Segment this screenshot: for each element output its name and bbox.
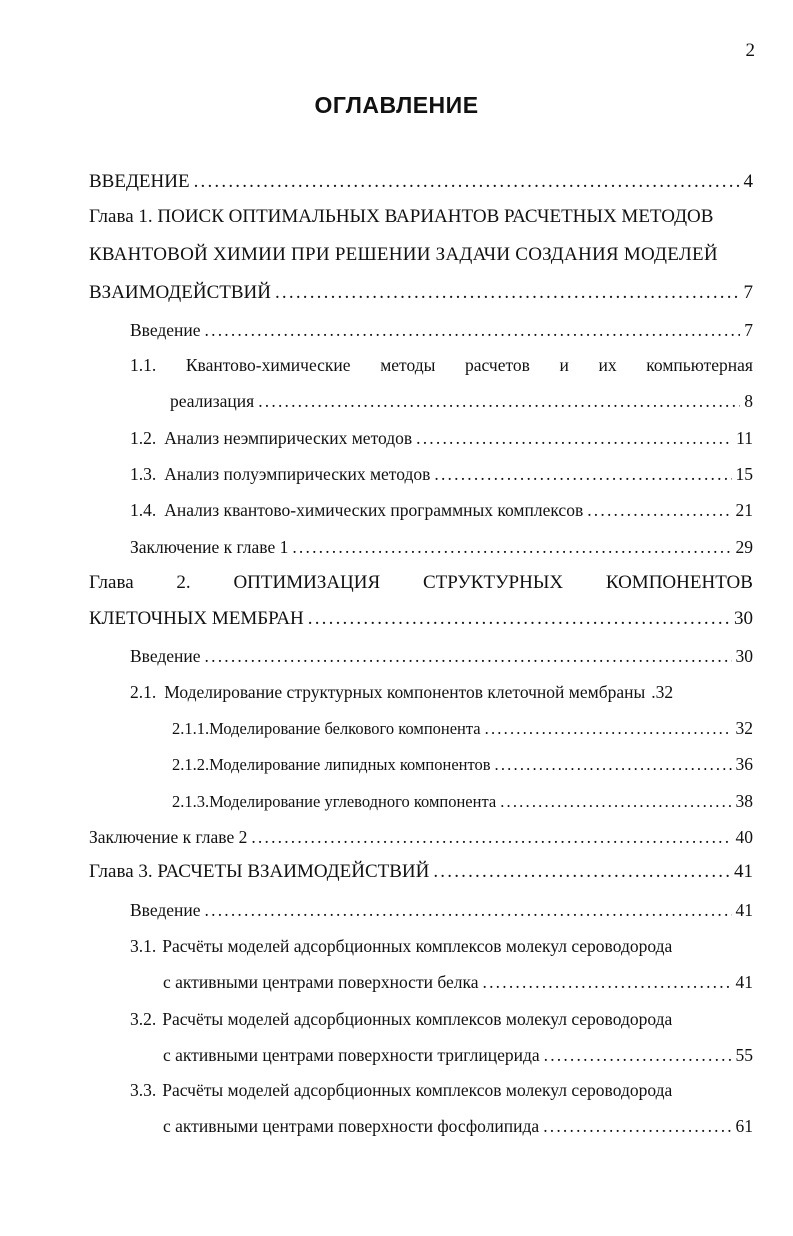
toc-entry-text: Введение: [130, 900, 201, 920]
toc-entry-word: 2.: [176, 572, 191, 593]
toc-entry-word: СТРУКТУРНЫХ: [422, 572, 564, 593]
toc-page-number: 40: [735, 827, 753, 847]
toc-page-number: 32: [735, 718, 753, 738]
toc-entry-1-4[interactable]: [130, 498, 753, 522]
dot-leader: [416, 426, 732, 450]
dot-leader: [485, 717, 732, 741]
toc-page-number: 30: [735, 646, 753, 666]
toc-entry-text: Моделирование белкового компонента: [209, 719, 481, 738]
toc-entry-text: Введение: [130, 320, 201, 340]
dot-leader: [544, 1043, 732, 1067]
toc-entry-1-2[interactable]: [130, 426, 753, 450]
toc-page-number: 36: [735, 754, 753, 774]
toc-page-number: 41: [735, 972, 753, 992]
toc-entry-intro[interactable]: [89, 170, 753, 194]
toc-page-number: 7: [744, 320, 753, 340]
toc-section-number: 3.1.: [130, 936, 157, 956]
toc-chapter1-line2[interactable]: [89, 243, 753, 267]
dot-leader: [205, 644, 732, 668]
dot-leader: [433, 860, 730, 884]
toc-section-number: 1.1.: [130, 355, 157, 375]
toc-entry-text: ВВЕДЕНИЕ: [89, 171, 190, 192]
toc-page-number: 61: [735, 1116, 753, 1136]
toc-entry-ch3-intro[interactable]: [130, 898, 753, 922]
toc-entry-text: Моделирование липидных компонентов: [209, 755, 491, 774]
toc-entry-text: Расчёты моделей адсорбционных комплексов молекул сероводорода: [162, 936, 673, 956]
dot-leader: [258, 389, 740, 413]
toc-section-number: 2.1.2.: [172, 755, 210, 774]
toc-entry-text: Введение: [130, 646, 201, 666]
toc-entry-1-3[interactable]: [130, 462, 753, 486]
toc-section-number: 1.3.: [130, 464, 157, 484]
toc-entry-ch1-intro[interactable]: [130, 318, 753, 342]
toc-entry-word: Глава: [89, 572, 134, 593]
toc-section-number: 1.2.: [130, 428, 157, 448]
toc-entry-2-1-3[interactable]: [172, 789, 753, 814]
toc-section-number: 1.4.: [130, 500, 157, 520]
toc-page-number: 4: [743, 171, 753, 192]
dot-leader: [495, 753, 732, 777]
toc-section-number: 2.1.1.: [172, 719, 210, 738]
toc-section-number: 3.3.: [130, 1080, 157, 1100]
toc-entry-text: Заключение к главе 1: [130, 537, 289, 557]
toc-entry-word: их: [598, 355, 617, 375]
toc-entry-3-2[interactable]: [130, 1007, 753, 1031]
toc-page-number: 7: [743, 282, 753, 303]
toc-entry-text: Глава 1. ПОИСК ОПТИМАЛЬНЫХ ВАРИАНТОВ РАСЧЕТНЫХ МЕТОДОВ: [89, 206, 714, 227]
toc-page-number: 41: [734, 861, 753, 882]
dot-leader: [483, 970, 732, 994]
page-title: ОГЛАВЛЕНИЕ: [314, 92, 479, 118]
toc-entry-ch1-conclusion[interactable]: [130, 535, 753, 559]
dot-leader: [308, 607, 730, 631]
toc-entry-word: методы: [380, 355, 436, 375]
toc-section-number: 3.2.: [130, 1009, 157, 1029]
dot-leader: [205, 898, 732, 922]
toc-entry-2-1[interactable]: [130, 680, 753, 704]
toc-entry-text: КВАНТОВОЙ ХИМИИ ПРИ РЕШЕНИИ ЗАДАЧИ СОЗДАНИЯ МОДЕЛЕЙ: [89, 244, 718, 265]
toc-entry-1-1[interactable]: [130, 353, 753, 377]
toc-page-number: 11: [736, 428, 753, 448]
toc-entry-word: ОПТИМИЗАЦИЯ: [233, 572, 381, 593]
toc-entry-text: Анализ полуэмпирических методов: [164, 464, 431, 484]
toc-entry-ch2-conclusion[interactable]: [89, 825, 753, 849]
toc-chapter3[interactable]: [89, 860, 753, 884]
toc-entry-1-1-cont[interactable]: [170, 389, 753, 413]
toc-entry-3-3-cont[interactable]: [163, 1114, 753, 1138]
toc-entry-text: Моделирование углеводного компонента: [209, 792, 497, 811]
toc-entry-text: Анализ квантово-химических программных комплексов: [164, 500, 584, 520]
dot-leader: [587, 498, 731, 522]
toc-chapter2-line2[interactable]: [89, 607, 753, 631]
toc-entry-text: с активными центрами поверхности белка: [163, 972, 479, 992]
toc-entry-text: ВЗАИМОДЕЙСТВИЙ: [89, 282, 271, 303]
toc-entry-2-1-1[interactable]: [172, 716, 753, 741]
toc-entry-3-3[interactable]: [130, 1078, 753, 1102]
dot-leader: [194, 170, 740, 194]
toc-entry-text: Расчёты моделей адсорбционных комплексов молекул сероводорода: [162, 1009, 673, 1029]
toc-entry-word: компьютерная: [646, 355, 753, 375]
toc-entry-text: Моделирование структурных компонентов клеточной мембраны: [164, 682, 646, 702]
toc-section-number: 2.1.: [130, 682, 157, 702]
toc-page-number: 15: [735, 464, 753, 484]
dot-leader: [275, 281, 740, 305]
toc-entry-3-2-cont[interactable]: [163, 1043, 753, 1067]
toc-entry-3-1[interactable]: [130, 934, 753, 958]
toc-entry-text: Глава 3. РАСЧЕТЫ ВЗАИМОДЕЙСТВИЙ: [89, 861, 430, 882]
dot-leader: [205, 318, 741, 342]
toc-page-number: 38: [735, 791, 753, 811]
toc-entry-text: Расчёты моделей адсорбционных комплексов молекул сероводорода: [162, 1080, 673, 1100]
toc-page-number: 55: [735, 1045, 753, 1065]
toc-page-number: 21: [735, 500, 753, 520]
dot-leader: [543, 1114, 731, 1138]
toc-chapter2-line1[interactable]: [89, 571, 753, 595]
toc-entry-3-1-cont[interactable]: [163, 970, 753, 994]
toc-section-number: 2.1.3.: [172, 792, 210, 811]
toc-page-number: 8: [744, 391, 753, 411]
toc-page-number: 29: [735, 537, 753, 557]
toc-entry-2-1-2[interactable]: [172, 752, 753, 777]
toc-entry-word: Квантово-химические: [185, 355, 351, 375]
toc-entry-ch2-intro[interactable]: [130, 644, 753, 668]
toc-entry-text: с активными центрами поверхности фосфолипида: [163, 1116, 540, 1136]
toc-entry-text: КЛЕТОЧНЫХ МЕМБРАН: [89, 608, 304, 629]
toc-entry-word: КОМПОНЕНТОВ: [605, 572, 753, 593]
dot-leader: [292, 535, 731, 559]
toc-page-number: 41: [735, 900, 753, 920]
toc-entry-text: Заключение к главе 2: [89, 827, 248, 847]
toc-page-number: .32: [651, 682, 674, 702]
dot-leader: [434, 462, 731, 486]
page-number: 2: [745, 40, 755, 61]
dot-leader: [500, 790, 731, 814]
toc-entry-text: Анализ неэмпирических методов: [164, 428, 413, 448]
toc-chapter1-line1[interactable]: [89, 205, 753, 229]
toc-entry-text: реализация: [170, 391, 255, 411]
toc-entry-word: расчетов: [464, 355, 530, 375]
toc-chapter1-line3[interactable]: [89, 281, 753, 305]
dot-leader: [251, 825, 731, 849]
toc-page-number: 30: [734, 608, 753, 629]
toc-entry-word: и: [559, 355, 569, 375]
toc-entry-text: с активными центрами поверхности триглицерида: [163, 1045, 540, 1065]
